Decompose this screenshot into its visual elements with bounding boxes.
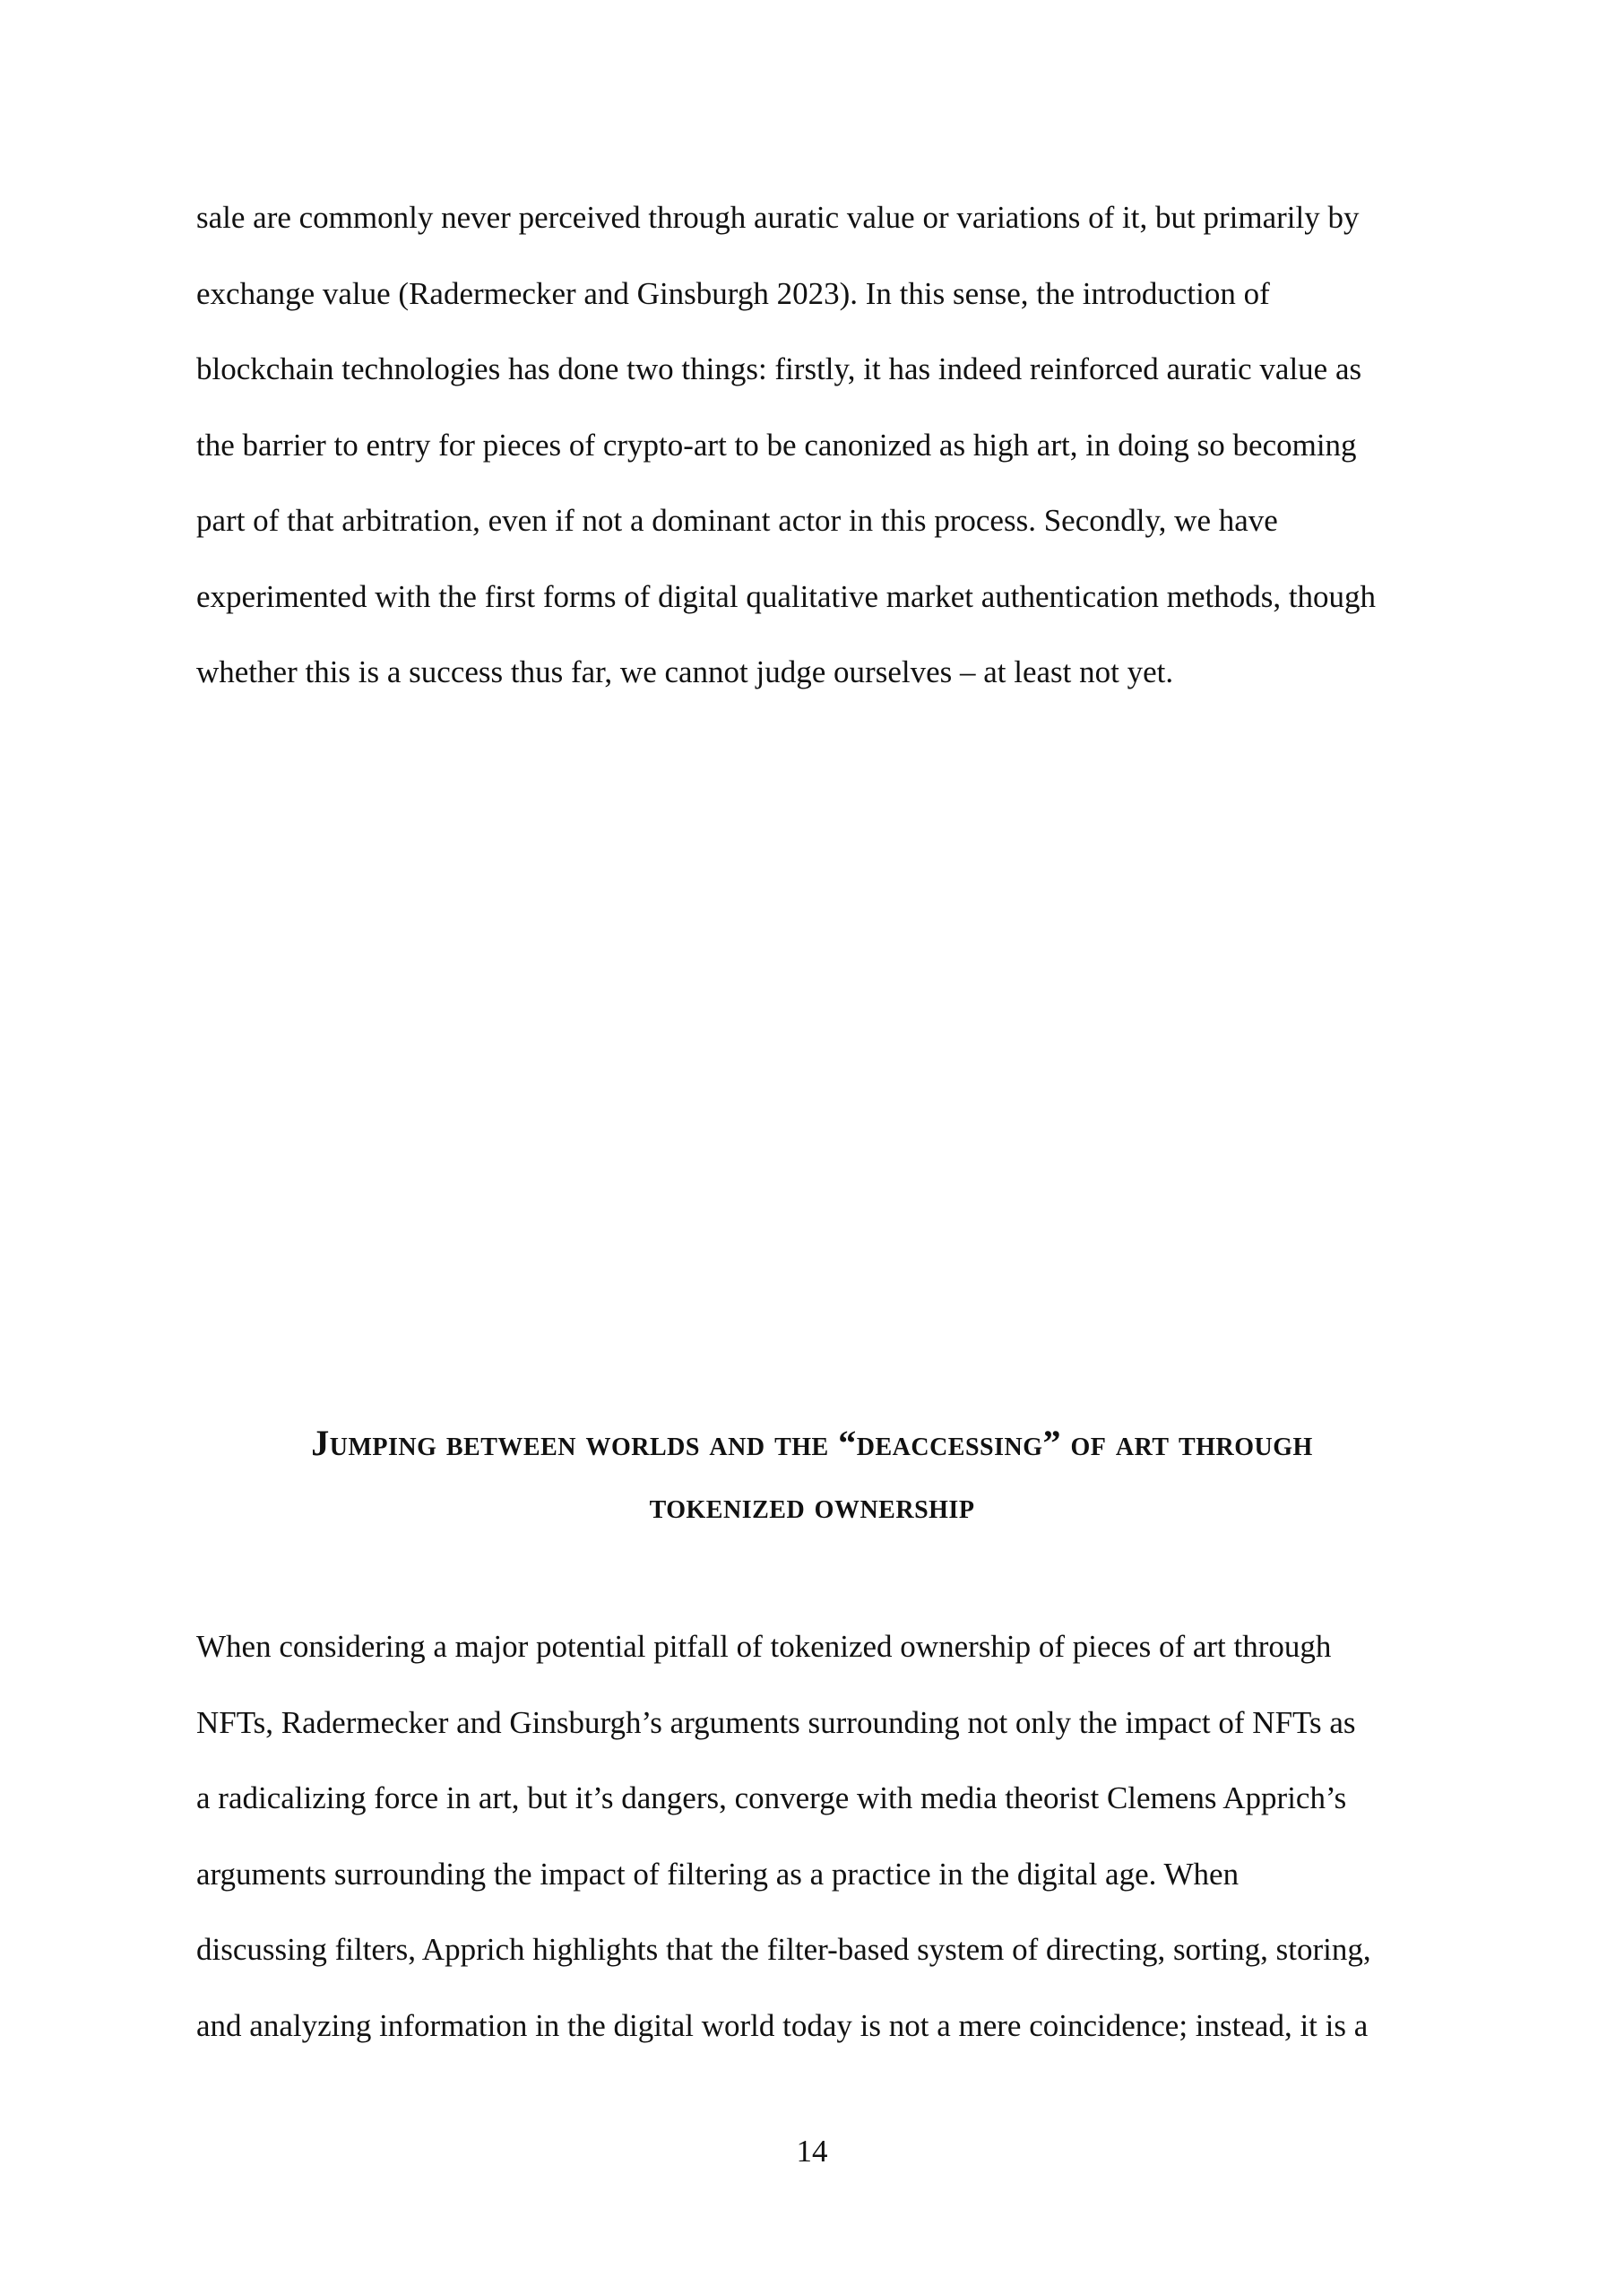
text-line: part of that arbitration, even if not a dominant actor in this process. Secondly, we have (196, 503, 1278, 538)
text-line: blockchain technologies has done two things: firstly, it has indeed reinforced auratic value as (196, 351, 1362, 386)
text-line: experimented with the first forms of digital qualitative market authentication methods, though (196, 578, 1377, 614)
text-line: whether this is a success thus far, we cannot judge ourselves – at least not yet. (196, 654, 1174, 689)
section-heading-line-2: tokenized ownership (649, 1485, 975, 1526)
text-line: exchange value (Radermecker and Ginsburgh 2023). In this sense, the introduction of (196, 275, 1270, 311)
text-line: the barrier to entry for pieces of crypto-art to be canonized as high art, in doing so becoming (196, 427, 1357, 463)
section-heading-continued (196, 1484, 1428, 1529)
text-line: and analyzing information in the digital world today is not a mere coincidence; instead, it is a (196, 2007, 1369, 2043)
text-line: When considering a major potential pitfall of tokenized ownership of pieces of art through (196, 1629, 1332, 1664)
text-line: NFTs, Radermecker and Ginsburgh’s arguments surrounding not only the impact of NFTs as (196, 1704, 1356, 1740)
text-line: arguments surrounding the impact of filtering as a practice in the digital age. When (196, 1856, 1240, 1892)
body-paragraph-continued (196, 180, 1442, 711)
body-paragraph (196, 1609, 1442, 2064)
section-heading-line-1: Jumping between worlds and the “deaccessing” of art through (311, 1423, 1313, 1463)
text-line: sale are commonly never perceived through auratic value or variations of it, but primarily by (196, 200, 1360, 235)
text-line: a radicalizing force in art, but it’s dangers, converge with media theorist Clemens Apprich’s (196, 1780, 1347, 1815)
section-heading (196, 1421, 1428, 1466)
text-line: discussing filters, Apprich highlights that the filter-based system of directing, sorting, storing, (196, 1932, 1371, 1967)
page-number: 14 (796, 2134, 828, 2169)
